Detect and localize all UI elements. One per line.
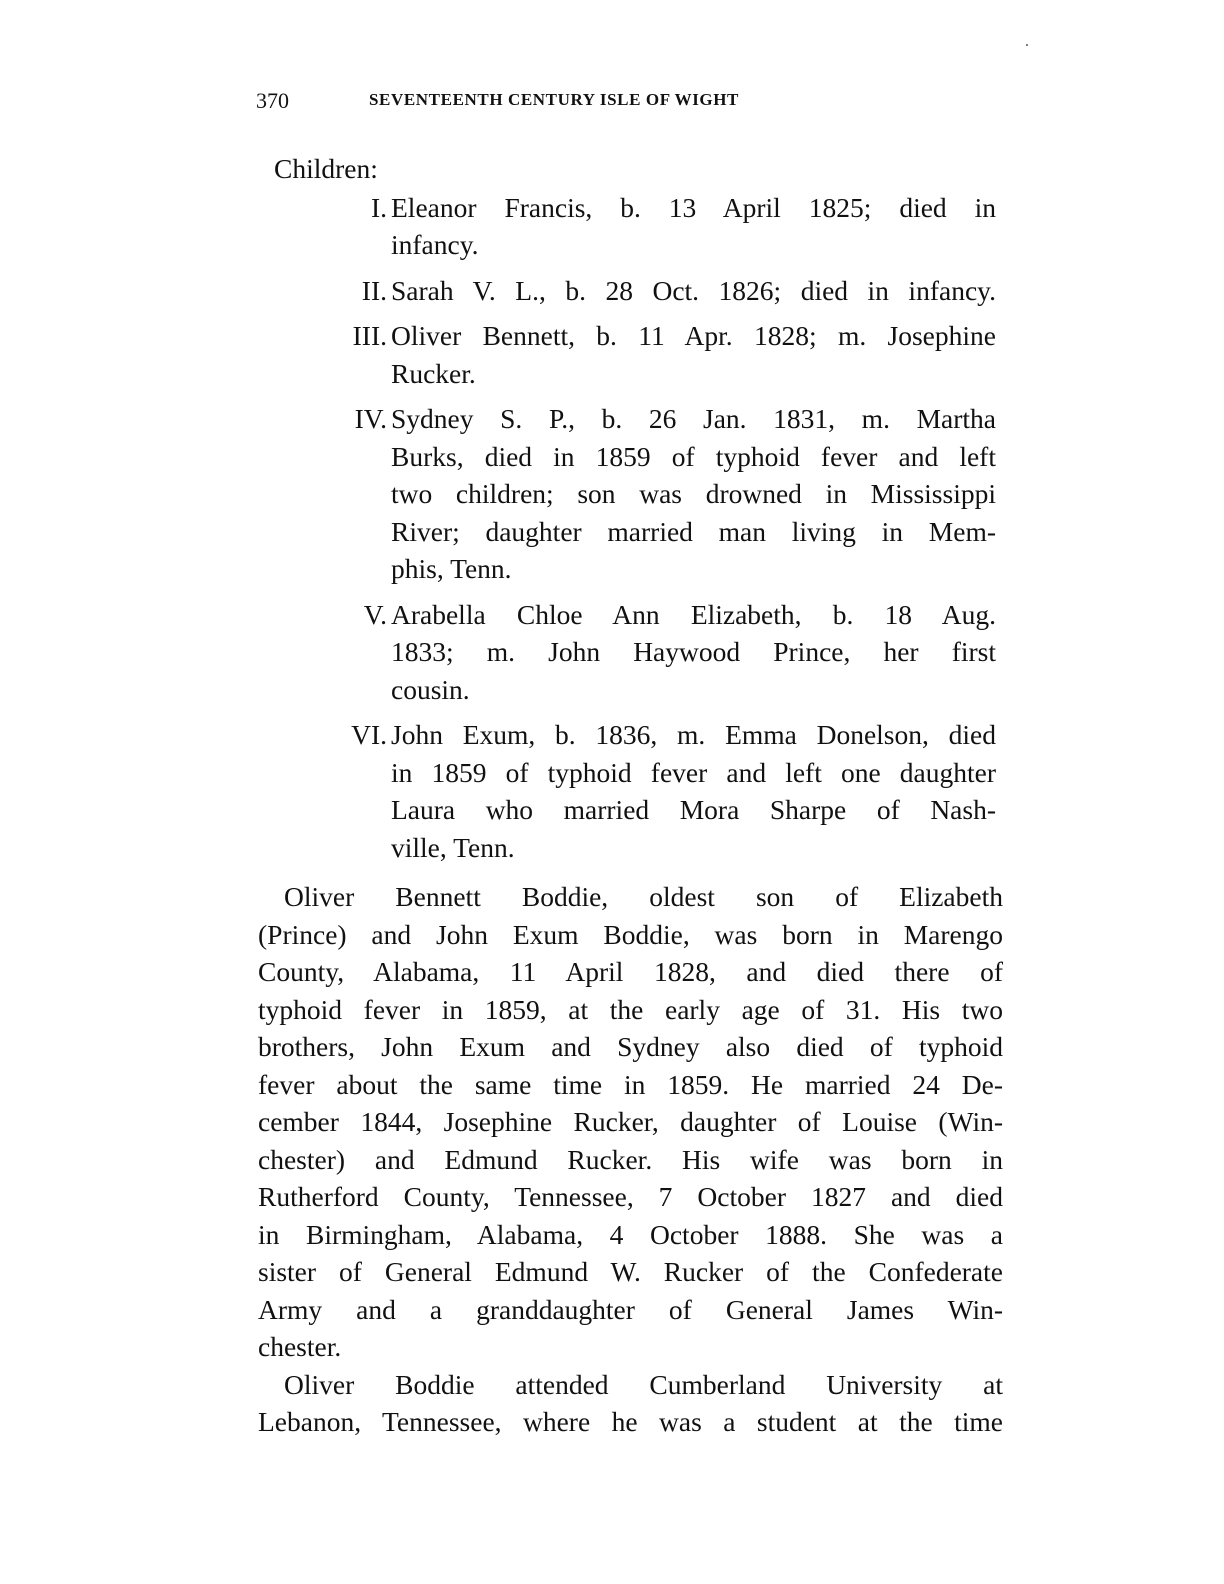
- text-line: Laura who married Mora Sharpe of Nash-: [391, 794, 996, 825]
- page-header: [256, 88, 1016, 118]
- child-numeral: VI.: [351, 719, 387, 750]
- children-list: [258, 189, 1003, 867]
- child-numeral: II.: [361, 274, 387, 306]
- text-line: ville, Tenn.: [391, 831, 515, 863]
- child-text: [391, 596, 996, 709]
- education-paragraph: [258, 1366, 1003, 1441]
- text-line: sister of General Edmund W. Rucker of the Confederate: [258, 1256, 1003, 1287]
- text-line: Lebanon, Tennessee, where he was a student at the time: [258, 1406, 1003, 1437]
- text-line: 1833; m. John Haywood Prince, her first: [391, 636, 996, 667]
- biography-paragraph: [258, 878, 1003, 1366]
- scan-speck: [1026, 44, 1028, 46]
- child-text: [391, 189, 996, 264]
- text-line: chester) and Edmund Rucker. His wife was born in: [258, 1143, 1003, 1175]
- text-line: Oliver Boddie attended Cumberland University at: [284, 1368, 1003, 1400]
- text-line: Rutherford County, Tennessee, 7 October 1827 and died: [258, 1181, 1003, 1212]
- children-label: Children:: [274, 153, 378, 184]
- page-body: [258, 150, 1003, 1441]
- text-line: phis, Tenn.: [391, 553, 512, 584]
- child-text: [391, 272, 996, 310]
- text-line: brothers, John Exum and Sydney also died of typhoid: [258, 1031, 1003, 1062]
- child-numeral: IV.: [354, 403, 387, 434]
- text-line: Rucker.: [391, 357, 476, 389]
- text-line: John Exum, b. 1836, m. Emma Donelson, died: [391, 719, 996, 750]
- child-numeral: I.: [370, 191, 387, 223]
- child-entry: [258, 596, 1003, 709]
- child-entry: [258, 400, 1003, 588]
- text-line: Burks, died in 1859 of typhoid fever and left: [391, 440, 996, 472]
- text-line: Sydney S. P., b. 26 Jan. 1831, m. Martha: [391, 403, 996, 434]
- child-entry: [258, 189, 1003, 264]
- text-line: typhoid fever in 1859, at the early age of 31. His two: [258, 993, 1003, 1025]
- child-entry: [258, 317, 1003, 392]
- child-numeral: III.: [352, 320, 387, 351]
- text-line: in Birmingham, Alabama, 4 October 1888. She was a: [258, 1218, 1003, 1250]
- text-line: chester.: [258, 1331, 342, 1362]
- child-text: [391, 400, 996, 588]
- text-line: (Prince) and John Exum Boddie, was born in Marengo: [258, 918, 1003, 950]
- text-line: County, Alabama, 11 April 1828, and died there of: [258, 956, 1003, 987]
- text-line: Arabella Chloe Ann Elizabeth, b. 18 Aug.: [391, 598, 996, 630]
- text-line: infancy.: [391, 229, 479, 260]
- page-number: 370: [256, 88, 289, 113]
- text-line: Oliver Bennett Boddie, oldest son of Elizabeth: [284, 881, 1003, 912]
- text-line: fever about the same time in 1859. He married 24 De-: [258, 1068, 1003, 1100]
- text-line: Army and a granddaughter of General James Win-: [258, 1293, 1003, 1325]
- text-line: Oliver Bennett, b. 11 Apr. 1828; m. Josephine: [391, 320, 996, 351]
- child-text: [391, 716, 996, 866]
- text-line: two children; son was drowned in Mississippi: [391, 478, 996, 509]
- text-line: Sarah V. L., b. 28 Oct. 1826; died in infancy.: [391, 274, 996, 306]
- child-entry: [258, 272, 1003, 310]
- child-text: [391, 317, 996, 392]
- text-line: Eleanor Francis, b. 13 April 1825; died in: [391, 191, 996, 223]
- text-line: cember 1844, Josephine Rucker, daughter of Louise (Win-: [258, 1106, 1003, 1137]
- text-line: River; daughter married man living in Mem-: [391, 515, 996, 547]
- text-line: cousin.: [391, 673, 470, 705]
- text-line: in 1859 of typhoid fever and left one daughter: [391, 756, 996, 788]
- child-numeral: V.: [363, 598, 387, 630]
- running-title: SEVENTEENTH CENTURY ISLE OF WIGHT: [369, 90, 739, 109]
- child-entry: [258, 716, 1003, 866]
